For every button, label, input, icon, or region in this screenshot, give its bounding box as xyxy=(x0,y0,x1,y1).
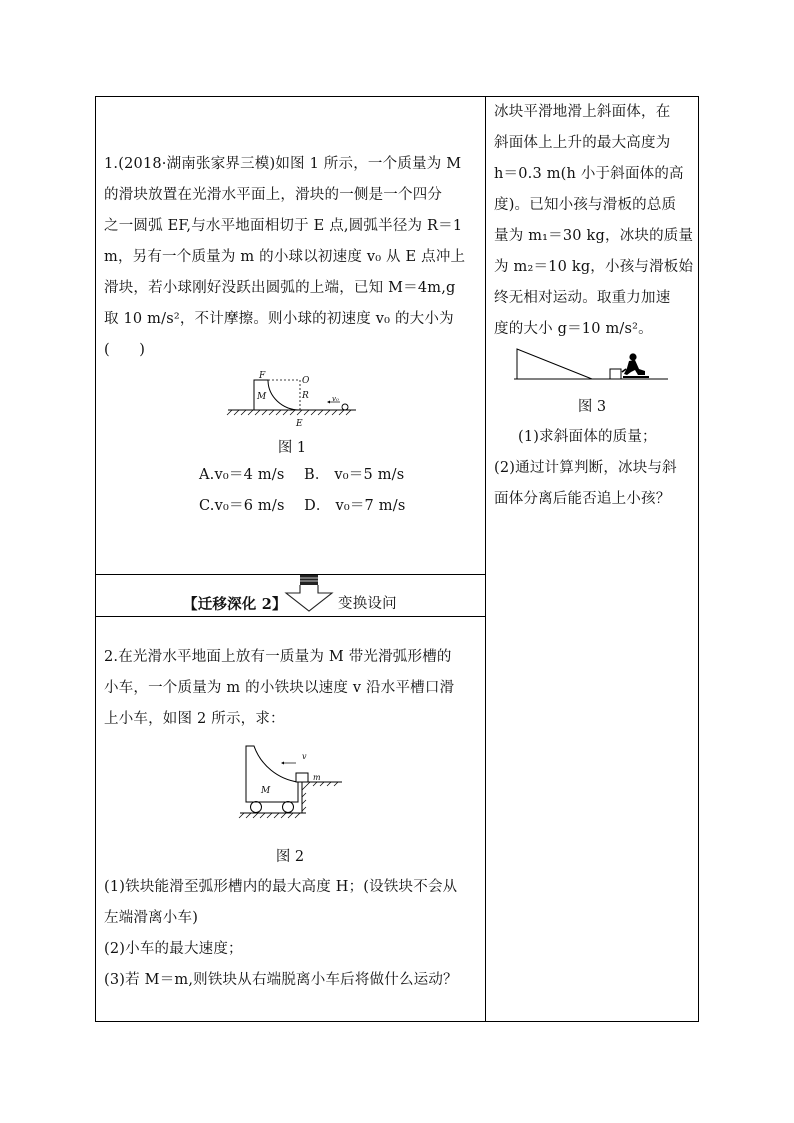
problem-2-line: 2.在光滑水平地面上放有一质量为 M 带光滑弧形槽的 xyxy=(104,649,452,665)
section-title: 【迁移深化 2】 xyxy=(183,596,287,613)
answer-bracket: ( ) xyxy=(104,342,146,358)
problem-2-question: (3)若 M＝m,则铁块从右端脱离小车后将做什么运动？ xyxy=(104,972,458,988)
problem-3-question: (1)求斜面体的质量； xyxy=(518,429,657,445)
problem-1-line: 的滑块放置在光滑水平面上，滑块的一侧是一个四分 xyxy=(104,187,443,203)
figure-1-label-m: M xyxy=(257,392,267,402)
problem-1-line: 1.(2018·湖南张家界三模)如图 1 所示，一个质量为 M xyxy=(104,156,462,172)
figure-1-label-r: R xyxy=(302,391,309,401)
figure-3-diagram xyxy=(514,346,670,386)
table-left-border xyxy=(95,96,96,1022)
figure-2-label-v: v xyxy=(302,752,307,761)
figure-3-caption: 图 3 xyxy=(577,399,607,415)
options-row-1: A.v₀＝4 m/s B． v₀＝5 m/s xyxy=(199,467,405,483)
problem-3-line: h＝0.3 m(h 小于斜面体的高 xyxy=(494,166,684,182)
header-row-bottom-border xyxy=(95,616,486,617)
figure-2-diagram xyxy=(236,742,348,832)
problem-3-line: 度的大小 g＝10 m/s²。 xyxy=(494,321,653,337)
figure-2-label-m-large: M xyxy=(261,786,271,796)
problem-1-line: m，另有一个质量为 m 的小球以初速度 v₀ 从 E 点冲上 xyxy=(104,249,466,265)
problem-3-question: 面体分离后能否追上小孩？ xyxy=(494,491,671,507)
problem-3-line: 斜面体上上升的最大高度为 xyxy=(494,135,671,151)
figure-1-label-e: E xyxy=(296,419,303,429)
problem-2-question: (1)铁块能滑至弧形槽内的最大高度 H；(设铁块不会从 xyxy=(104,879,458,895)
options-row-2: C.v₀＝6 m/s D． v₀＝7 m/s xyxy=(199,498,406,514)
table-right-border xyxy=(698,96,699,1022)
problem-3-line: 度)。已知小孩与滑板的总质 xyxy=(494,197,677,213)
section-subtitle: 变换设问 xyxy=(338,596,397,612)
figure-1-label-o: O xyxy=(302,376,310,386)
problem-3-line: 冰块平滑地滑上斜面体，在 xyxy=(494,104,671,120)
table-bottom-border xyxy=(95,1021,699,1022)
problem-2-question: (2)小车的最大速度； xyxy=(104,941,243,957)
figure-1-diagram xyxy=(226,365,361,430)
problem-1-line: 取 10 m/s²，不计摩擦。则小球的初速度 v₀ 的大小为 xyxy=(104,311,454,327)
figure-2-label-m-small: m xyxy=(313,773,321,782)
figure-1-caption: 图 1 xyxy=(277,440,307,456)
problem-1-line: 滑块，若小球刚好没跃出圆弧的上端，已知 M＝4m,g xyxy=(104,280,456,296)
problem-3-line: 为 m₂＝10 kg，小孩与滑板始 xyxy=(494,259,694,275)
table-column-divider xyxy=(485,96,486,1022)
problem-2-question: 左端滑离小车) xyxy=(104,910,199,926)
figure-1-label-f: F xyxy=(259,371,266,381)
problem-2-line: 小车，一个质量为 m 的小铁块以速度 v 沿水平槽口滑 xyxy=(104,680,455,696)
figure-2-caption: 图 2 xyxy=(275,849,305,865)
problem-2-line: 上小车，如图 2 所示，求： xyxy=(104,711,285,727)
problem-1-line: 之一圆弧 EF,与水平地面相切于 E 点,圆弧半径为 R＝1 xyxy=(104,218,463,234)
figure-1-label-v0: v₀ xyxy=(332,395,339,403)
problem-3-line: 终无相对运动。取重力加速 xyxy=(494,290,671,306)
down-arrow-icon xyxy=(282,575,336,613)
problem-3-question: (2)通过计算判断，冰块与斜 xyxy=(494,460,677,476)
problem-3-line: 量为 m₁＝30 kg，冰块的质量 xyxy=(494,228,694,244)
